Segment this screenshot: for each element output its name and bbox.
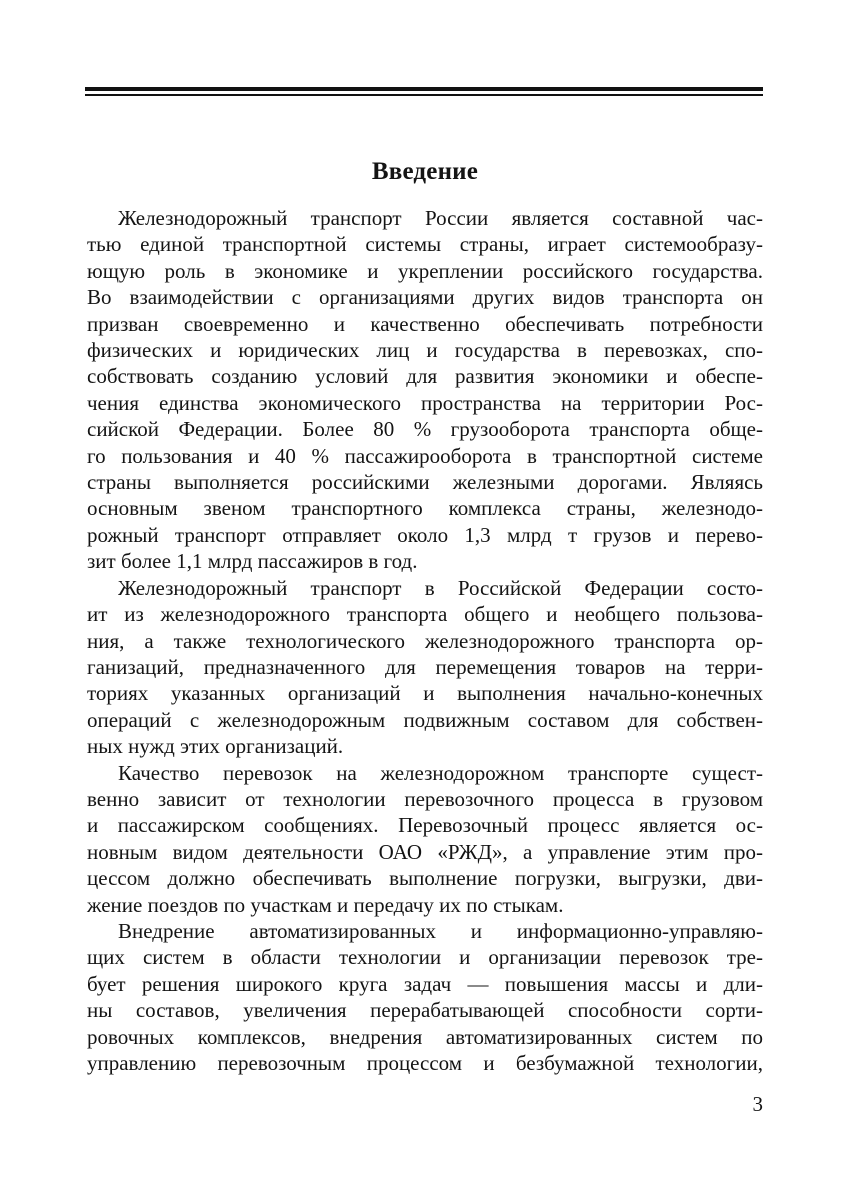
text-line: ния, а также технологического железнодорожного транспорта ор-	[87, 628, 763, 653]
text-line: зит более 1,1 млрд пассажиров в год.	[87, 549, 418, 574]
paragraph	[87, 575, 763, 760]
text-line: Железнодорожный транспорт России является составной час-	[118, 206, 763, 230]
paragraph	[87, 918, 763, 1076]
text-line: и пассажирском сообщениях. Перевозочный процесс является ос-	[87, 813, 763, 838]
text-line: рожный транспорт отправляет около 1,3 млрд т грузов и перево-	[87, 522, 763, 547]
text-line: ных нужд этих организаций.	[87, 734, 344, 759]
text-line: призван своевременно и качественно обеспечивать потребности	[87, 311, 763, 336]
text-line: новным видом деятельности ОАО «РЖД», а управление этим про-	[87, 839, 763, 864]
text-line: ны составов, увеличения перерабатывающей способности сорти-	[87, 998, 763, 1023]
text-line: ровочных комплексов, внедрения автоматизированных систем по	[87, 1024, 763, 1049]
text-line: ющую роль в экономике и укреплении российского государства.	[87, 258, 763, 283]
text-line: Железнодорожный транспорт в Российской Федерации состо-	[118, 575, 763, 600]
text-line: тью единой транспортной системы страны, играет системообразу-	[87, 232, 763, 257]
text-line: ганизаций, предназначенного для перемещения товаров на терри-	[87, 654, 763, 679]
text-line: сийской Федерации. Более 80 % грузооборота транспорта обще-	[87, 417, 763, 442]
text-line: щих систем в области технологии и организации перевозок тре-	[87, 945, 763, 970]
text-line: Внедрение автоматизированных и информационно-управляю-	[118, 918, 763, 943]
text-line: управлению перевозочным процессом и безбумажной технологии,	[87, 1051, 763, 1075]
text-line: жение поездов по участкам и передачу их по стыкам.	[87, 892, 564, 917]
body-text	[87, 205, 763, 1076]
paragraph	[87, 760, 763, 918]
page-number: 3	[752, 1092, 763, 1116]
text-line: страны выполняется российскими железными дорогами. Являясь	[87, 470, 763, 495]
paragraph	[87, 205, 763, 575]
text-line: собствовать созданию условий для развития экономики и обеспе-	[87, 364, 763, 389]
text-line: цессом должно обеспечивать выполнение погрузки, выгрузки, дви-	[87, 866, 763, 891]
text-line: го пользования и 40 % пассажирооборота в транспортной системе	[87, 443, 763, 468]
header-double-rule	[85, 87, 763, 96]
text-line: венно зависит от технологии перевозочного процесса в грузовом	[87, 786, 763, 811]
text-line: Во взаимодействии с организациями других видов транспорта он	[87, 285, 763, 310]
page-title: Введение	[371, 158, 479, 185]
text-line: ит из железнодорожного транспорта общего и необщего пользова-	[87, 602, 763, 627]
text-line: физических и юридических лиц и государства в перевозках, спо-	[87, 338, 763, 363]
text-line: основным звеном транспортного комплекса страны, железнодо-	[87, 496, 763, 521]
text-line: Качество перевозок на железнодорожном транспорте сущест-	[118, 760, 763, 785]
text-line: бует решения широкого круга задач — повышения массы и дли-	[87, 971, 763, 996]
text-line: ториях указанных организаций и выполнения начально-конечных	[87, 681, 763, 706]
text-line: операций с железнодорожным подвижным составом для собствен-	[87, 707, 763, 732]
text-line: чения единства экономического пространства на территории Рос-	[87, 390, 763, 415]
